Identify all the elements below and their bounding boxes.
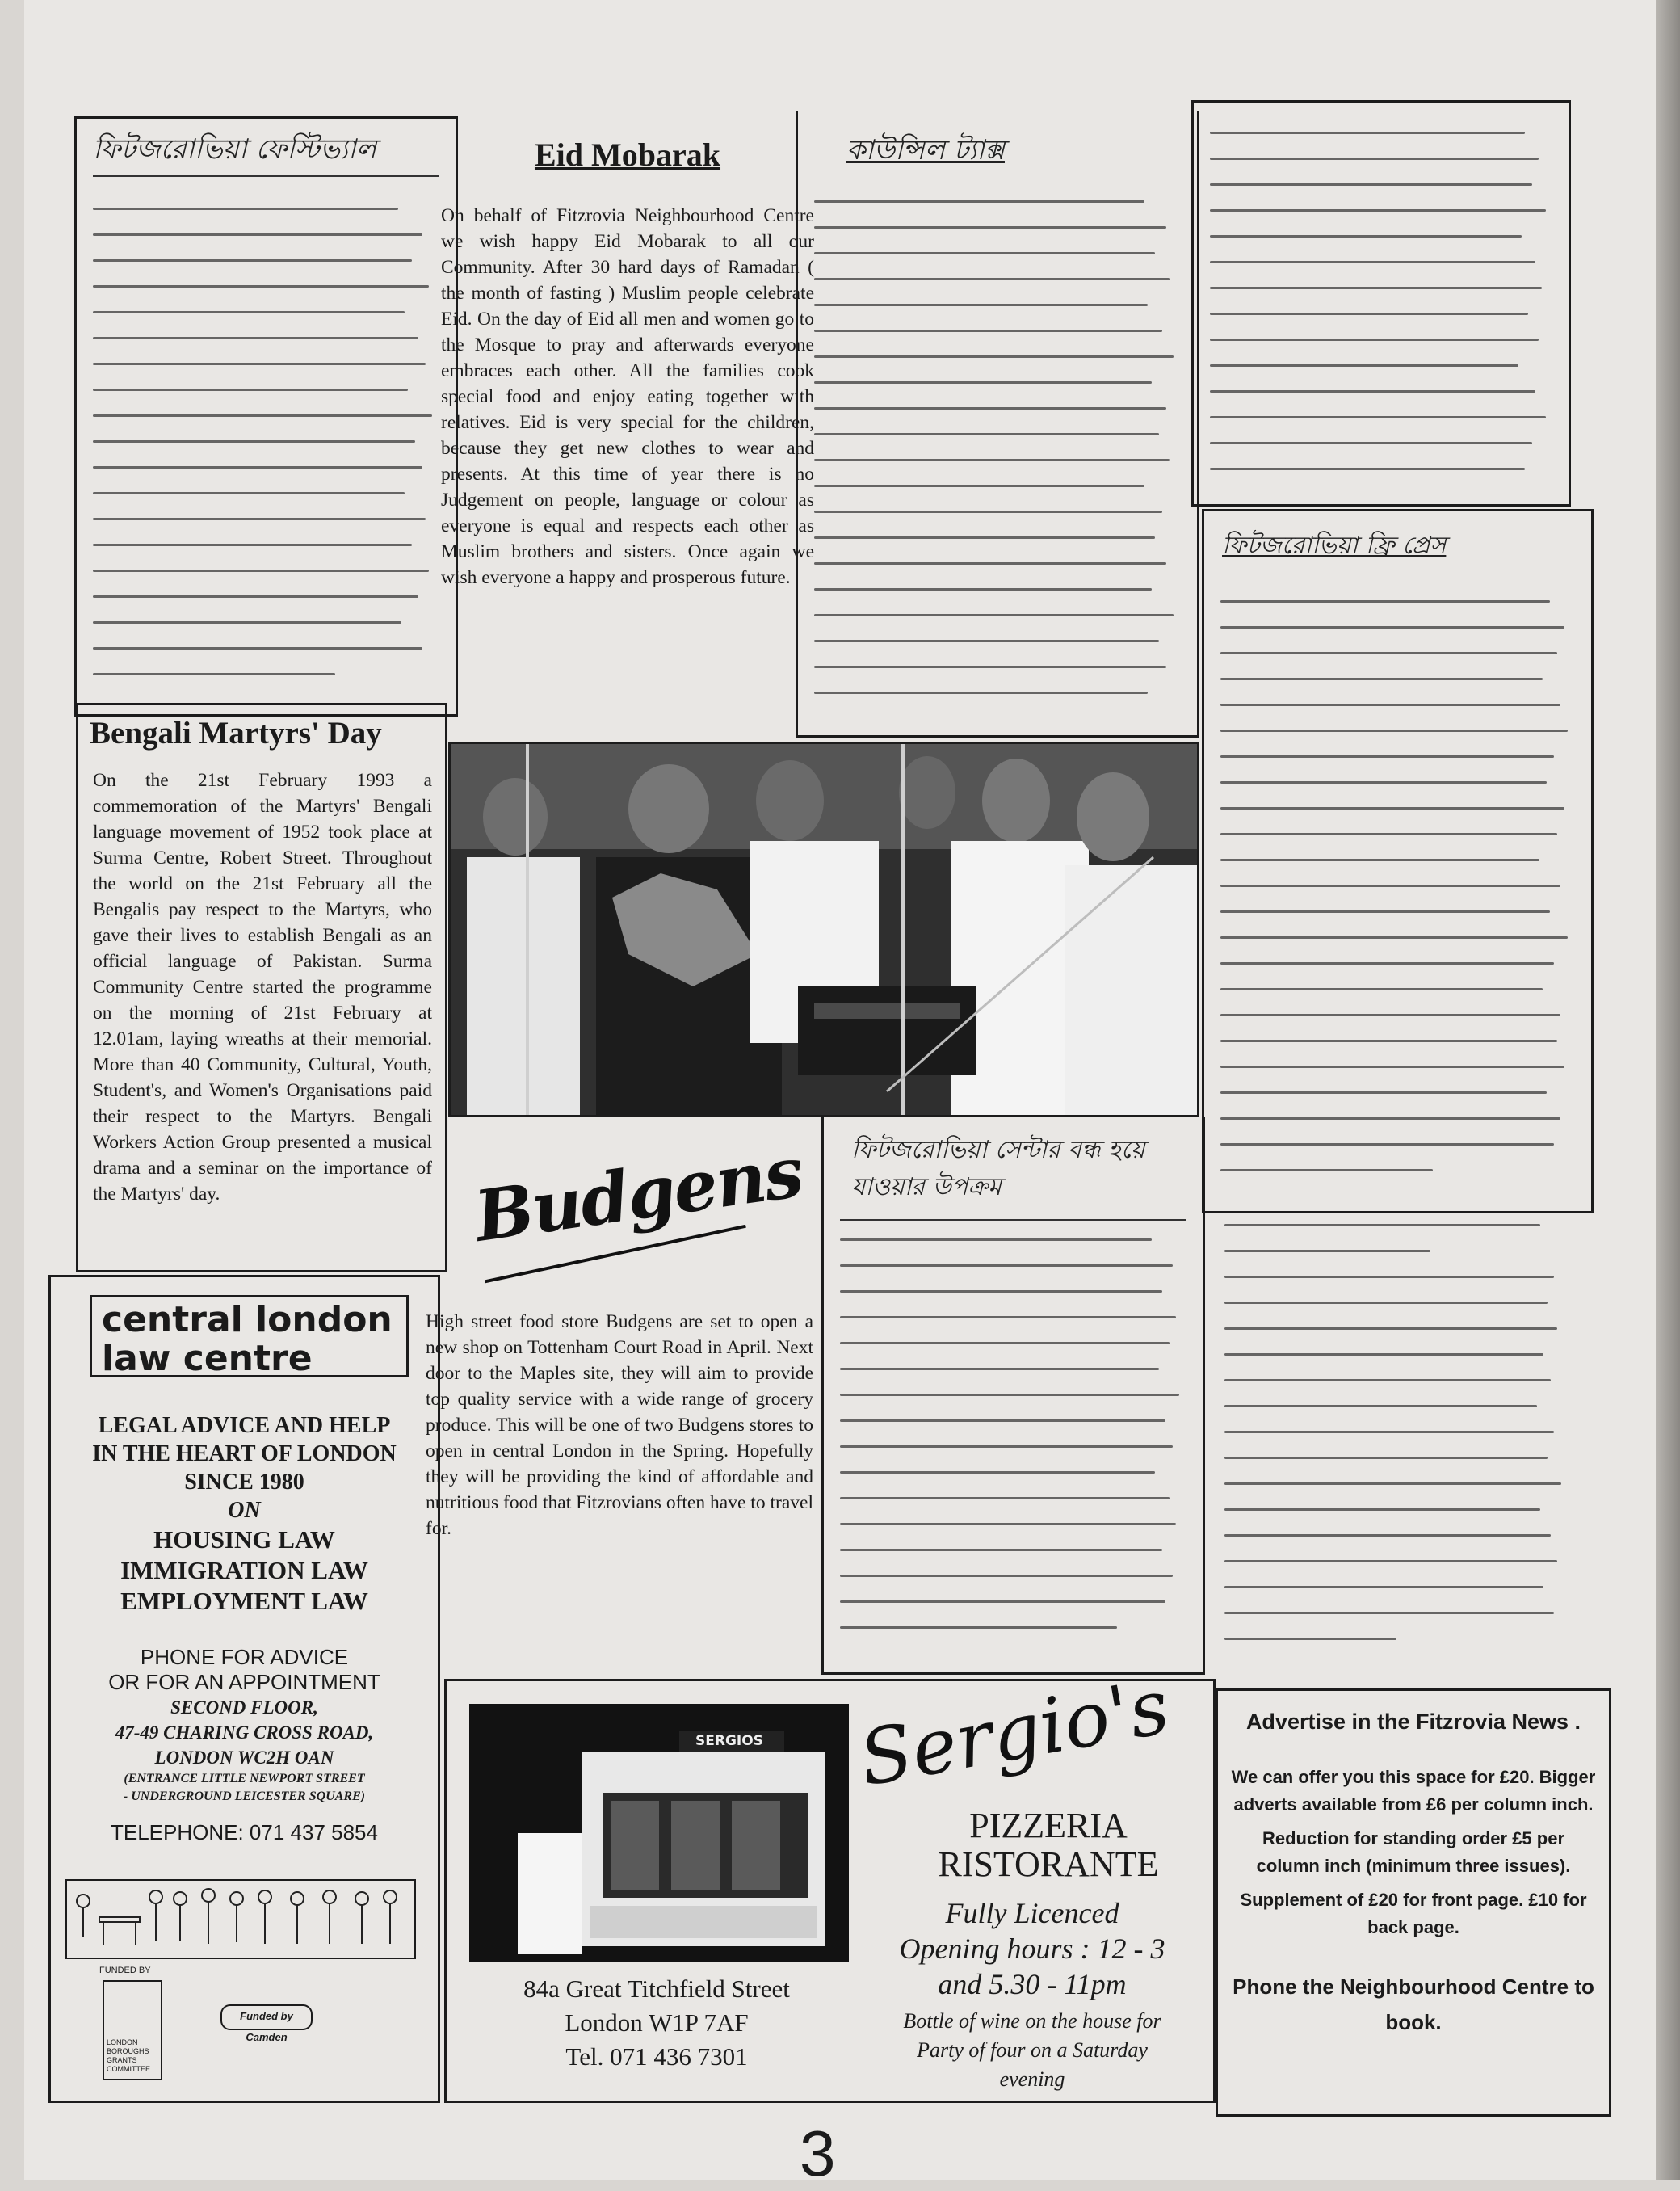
handwritten-text [840,1238,1186,1652]
handwritten-text [93,208,439,699]
sergios-hours2: and 5.30 - 11pm [938,1968,1127,2000]
law-logo-line1: central london [102,1299,393,1340]
law-funders [99,1966,422,2087]
page-number: 3 [800,2117,836,2189]
eid-body: On behalf of Fitzrovia Neighbourhood Centre we wish happy Eid Mobarak to all our Community. After 30 hard days of Ramadan ( the month of fasting ) Muslim people celebrate Eid. On the day of Eid all men and women go to the Mosque to pray and afterwards everyone embraces each other. All the families cook special food and enjoy eating together with relatives. Eid is very special for the children, because they get new clothes to wear and presents. At this time of year there is no Judgement on people, language or colour as everyone is equal and respects each other as Muslim brothers and sisters. Once again we wish everyone a happy and prosperous future. [441,205,814,588]
advertise-title: Advertise in the Fitzrovia News . [1245,1709,1581,1734]
budgens-body: High street food store Budgens are set to open a new shop on Tottenham Court Road in April. Next door to the Maples site, they will aim to provide top quality service with a wide range of grocery produce. This will be one of two Budgens stores to open in central London in the Spring. Hopefully they will be providing the kind of affordable and nutritious food that Fitzrovians often have to travel for. [426,1311,813,1539]
sergios-addr2: London W1P 7AF [565,2008,749,2037]
centre-closure-title: ফিটজরোভিয়া সেন্টার বন্ধ হয়ে যাওয়ার উপক্রম [851,1136,1145,1201]
camden-text: Funded by Camden [240,2010,293,2043]
musicians-photo [448,742,1199,1117]
sergios-tel: Tel. 071 436 7301 [565,2042,748,2071]
grants-committee-text: LONDON BOROUGHS GRANTS COMMITTEE [107,2038,150,2073]
law-addr2: 47-49 CHARING CROSS ROAD, [115,1722,374,1743]
sergios-photo [469,1704,849,1962]
law-tagline [51,1411,438,1617]
sergios-storefront-image [469,1704,849,1962]
law-tag2: IN THE HEART OF LONDON [92,1441,397,1466]
festival-bengali-article [74,116,458,717]
sergios-offer3: evening [999,2067,1065,2091]
festival-bengali-title: ফিটজরোভিয়া ফেস্টিভ্যাল [93,133,377,166]
law-contact [51,1645,438,1845]
sergios-pizzeria: PIZZERIA [969,1806,1128,1845]
sergios-address [455,1972,859,2074]
people-queue-illustration [67,1881,411,1954]
sergios-addr1: 84a Great Titchfield Street [523,1974,790,2003]
budgens-logo-text: Budgens [469,1131,808,1258]
budgens-article [426,1123,813,1672]
martyrs-title: Bengali Martyrs' Day [90,716,382,751]
handwritten-text [814,200,1181,717]
law-logo-line2: law centre [102,1338,313,1379]
eid-article [441,121,814,719]
sergios-offer2: Party of four on a Saturday [917,2038,1148,2062]
budgens-logo [469,1131,808,1276]
free-press-title: ফিটজরোভিয়া ফ্রি প্রেস [1222,532,1447,560]
martyrs-article [76,703,447,1272]
law-addr1: SECOND FLOOR, [170,1697,318,1718]
eid-title: Eid Mobarak [534,137,721,173]
newspaper-page [24,0,1664,2189]
law-phone-line1: PHONE FOR ADVICE [140,1645,349,1669]
law-tag3: SINCE 1980 [184,1470,304,1495]
sergios-hours1: Opening hours : 12 - 3 [899,1932,1166,1965]
sergios-licensed: Fully Licenced [945,1897,1119,1929]
advertise-p3: Supplement of £20 for front page. £10 for back page. [1240,1890,1587,1937]
sergios-logo: Sergio's [853,1663,1176,1804]
advertise-box [1216,1688,1611,2117]
law-addr4: (ENTRANCE LITTLE NEWPORT STREET [124,1772,365,1785]
camden-logo [220,2004,313,2043]
advertise-content [1229,1707,1598,2040]
martyrs-body: On the 21st February 1993 a commemoration of the Martyrs' Bengali language movement of 1952 took place at Surma Centre, Robert Street. Throughout the world on the 21st February all the Bengalis pay respect to the Martyrs, who gave their lives to establish Bengali as an official language of Pakistan. Surma Community Centre started the programme on the morning of 21st February at 12.01am, laying wreaths at their memorial. More than 40 Community, Cultural, Youth, Student's, and Women's Organisations paid their respect to the Martyrs. Bengali Workers Action Group presented a musical drama and a seminar on the importance of the Martyrs' day. [93,770,432,1205]
sergios-sign: SERGIOS [695,1733,763,1749]
handwritten-text [1210,132,1552,494]
law-centre-logo [90,1295,409,1377]
law-tag4: ON [228,1498,261,1523]
law-service-housing: HOUSING LAW [153,1525,335,1554]
law-centre-ad [48,1275,440,2103]
sergios-offer1: Bottle of wine on the house for [903,2009,1161,2033]
sergios-ristorante: RISTORANTE [938,1844,1159,1884]
handwritten-text [1220,600,1575,1195]
page-edge-shadow [1656,0,1680,2180]
col4-bengali-article [1191,100,1571,507]
musicians-photo-image [451,744,1197,1115]
advertise-cta: Phone the Neighbourhood Centre to book. [1233,1974,1594,2034]
council-tax-title: কাউন্সিল ট্যাক্স [846,134,1005,166]
law-phone-line2: OR FOR AN APPOINTMENT [108,1670,380,1694]
sergios-details [867,1806,1198,2094]
advertise-p2: Reduction for standing order £5 per column inch (minimum three issues). [1256,1828,1571,1876]
law-tag1: LEGAL ADVICE AND HELP [98,1413,391,1438]
law-addr5: - UNDERGROUND LEICESTER SQUARE) [123,1789,366,1803]
sergios-ad [444,1663,1216,2103]
advertise-p1: We can offer you this space for £20. Bigger adverts available from £6 per column inch. [1231,1767,1596,1815]
col4-lower-bengali [1208,1216,1584,1668]
centre-closure-article [821,1117,1205,1675]
council-tax-article [796,111,1199,738]
free-press-article [1202,509,1594,1213]
funded-by-label: FUNDED BY [99,1966,151,1975]
handwritten-text [1224,1224,1568,1663]
law-illustration [65,1879,416,1959]
grants-committee-logo [103,1980,162,2080]
law-service-immigration: IMMIGRATION LAW [120,1556,368,1584]
law-service-employment: EMPLOYMENT LAW [120,1587,368,1615]
law-addr3: LONDON WC2H OAN [154,1747,334,1768]
law-telephone: TELEPHONE: 071 437 5854 [111,1820,378,1844]
